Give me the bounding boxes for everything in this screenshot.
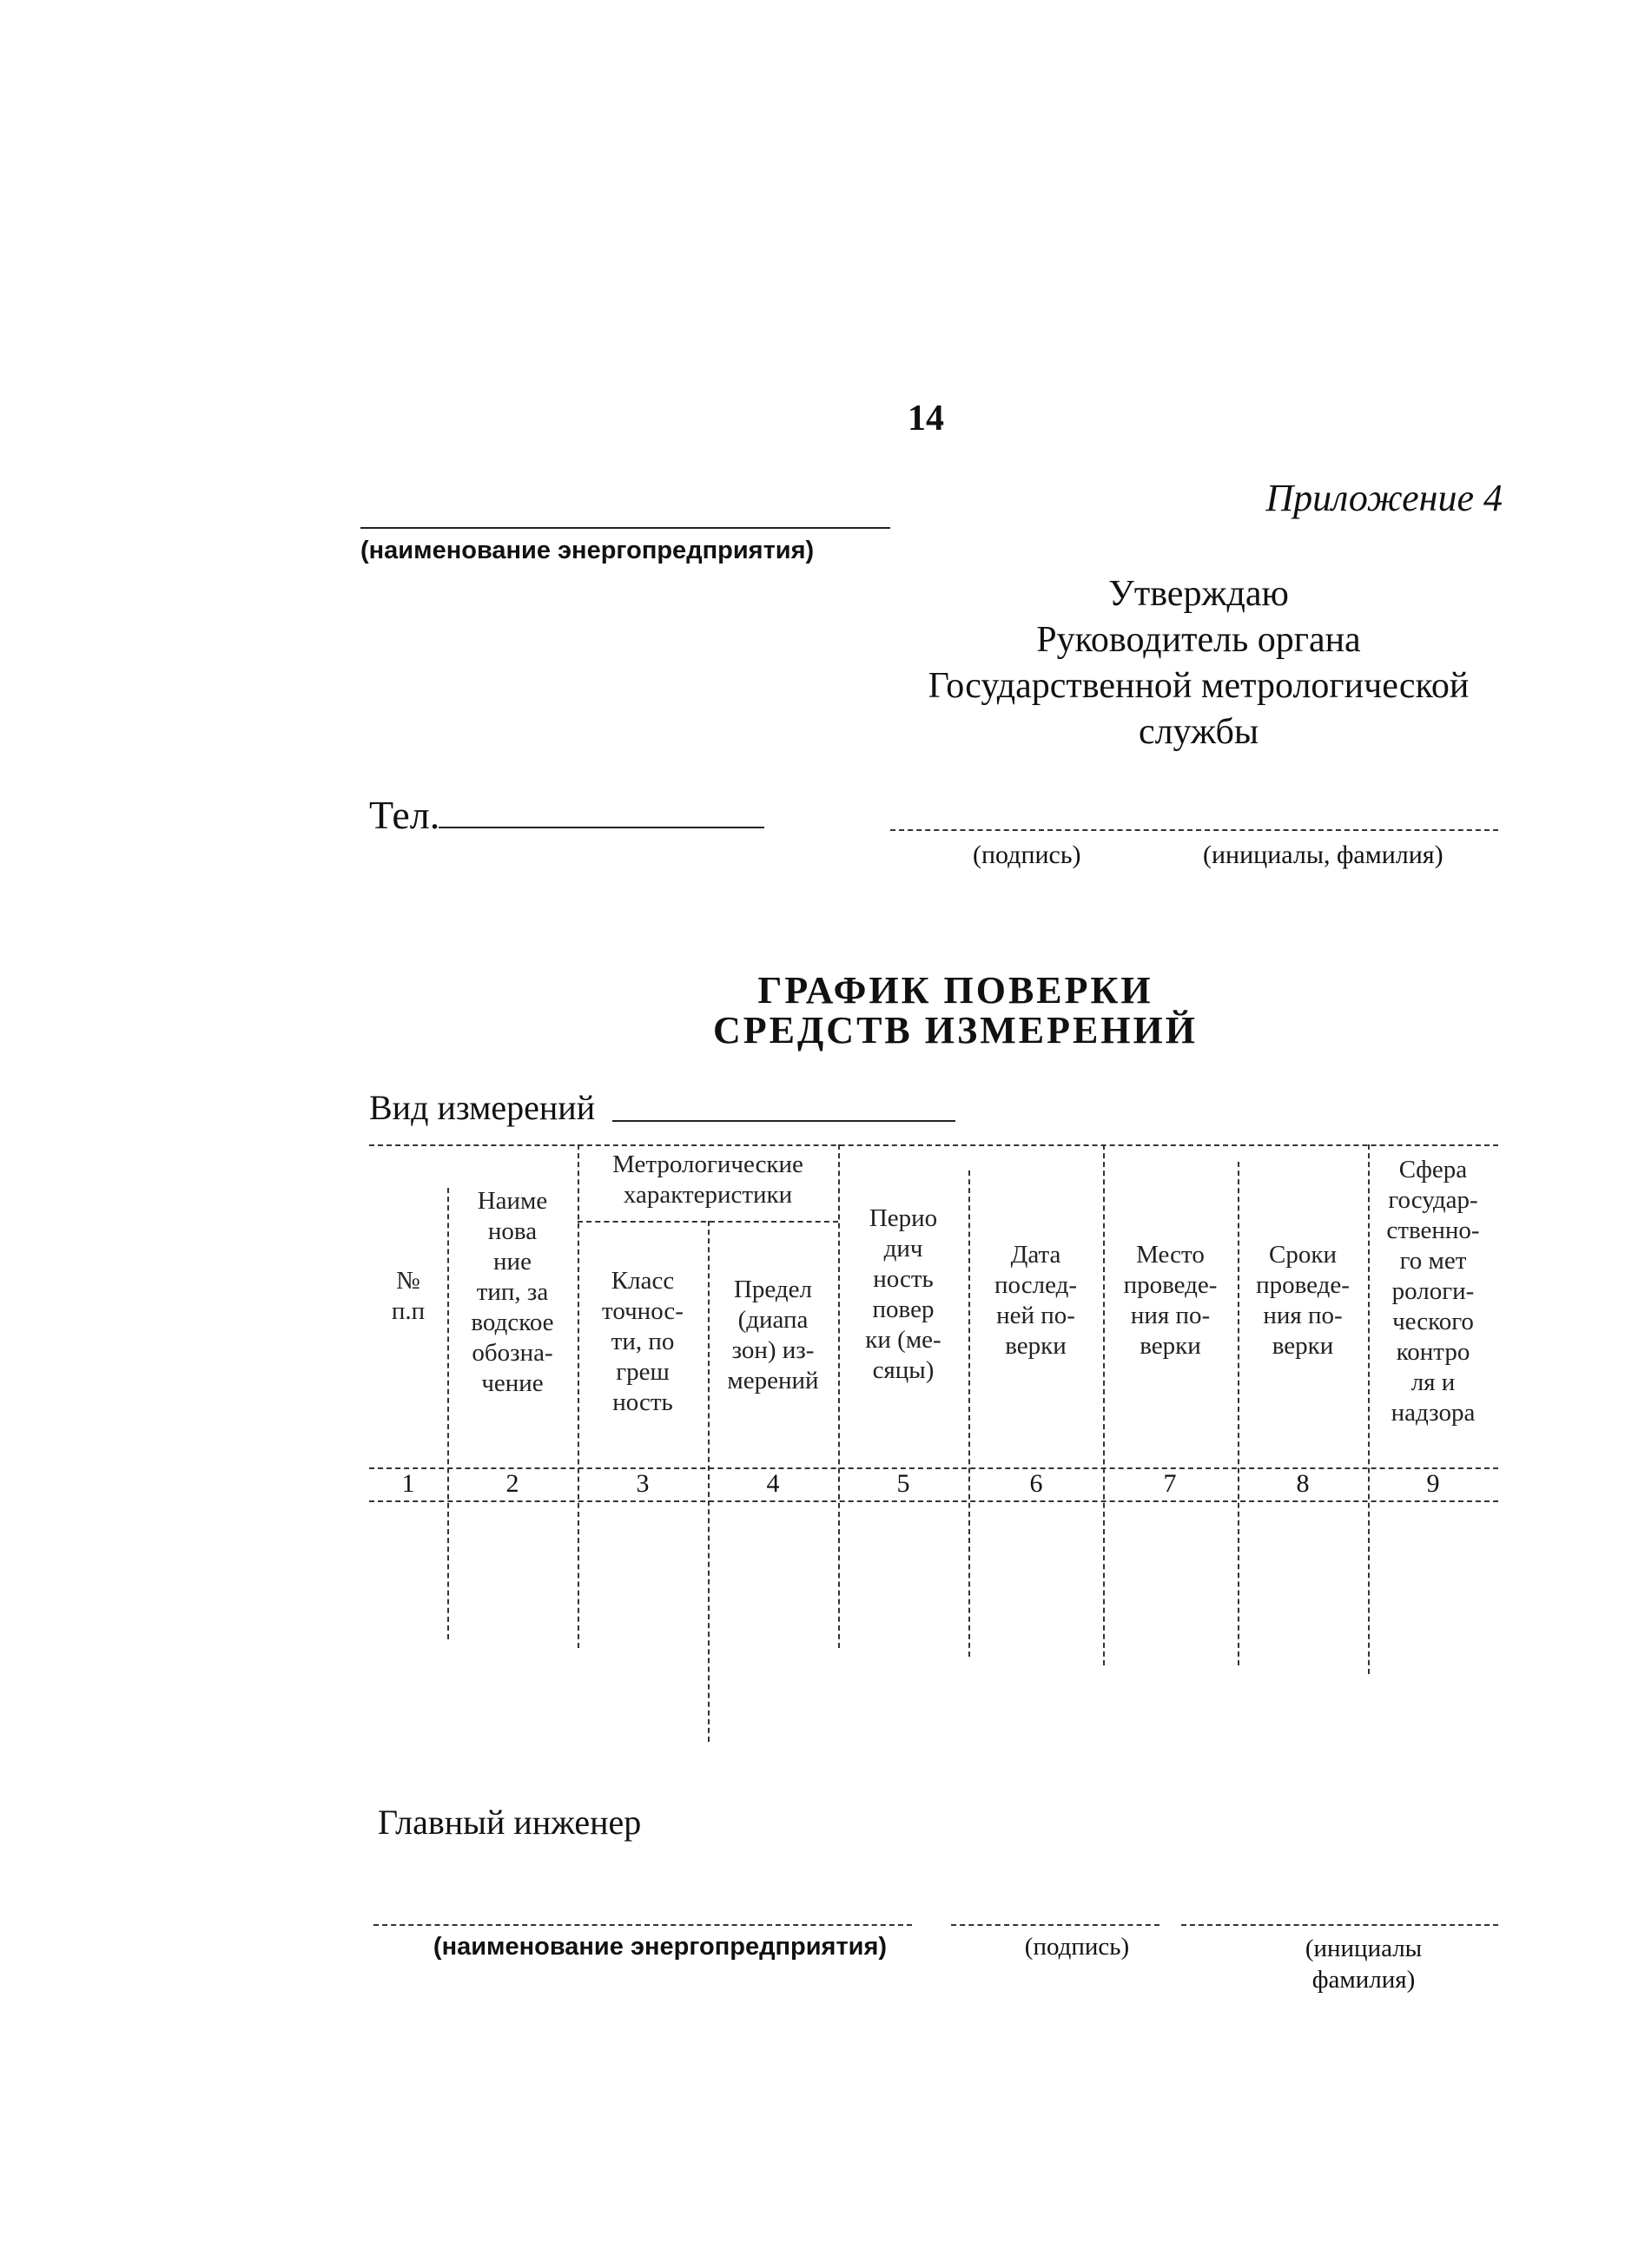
- column-number: 2: [505, 1469, 519, 1498]
- measure-kind-line: [612, 1120, 955, 1122]
- bottom-initials-line: [1181, 1924, 1498, 1926]
- bottom-signature-caption: (подпись): [1024, 1933, 1130, 1961]
- column-header-terms: Сроки проведе- ния по- верки: [1256, 1241, 1350, 1360]
- column-number: 4: [766, 1469, 780, 1498]
- document-title: [608, 971, 1303, 1051]
- header-bottom-border: [369, 1467, 1498, 1469]
- org-name-line: [360, 527, 890, 529]
- org-name-caption: (наименование энергопредприятия): [360, 537, 815, 564]
- column-header-periodicity: Перио дич ность повер ки (ме- сяцы): [865, 1204, 941, 1384]
- bottom-signature-line: [951, 1924, 1159, 1926]
- approval-line-1: Руководитель органа: [1036, 620, 1361, 660]
- column-number: 6: [1029, 1469, 1043, 1498]
- bottom-org-caption: (наименование энергопредприятия): [433, 1933, 888, 1961]
- metrological-characteristics-header: Метрологические характеристики: [612, 1150, 803, 1209]
- approver-signature-caption: (подпись): [973, 841, 1081, 869]
- column-number: 7: [1163, 1469, 1177, 1498]
- bottom-initials-caption: (инициалы фамилия): [1305, 1935, 1423, 1994]
- column-header-name: Наиме нова ние тип, за водское обозна- чение: [471, 1187, 554, 1397]
- approver-initials-caption: (инициалы, фамилия): [1203, 841, 1444, 869]
- tel-label: Тел.: [369, 793, 440, 837]
- column-header-place: Место проведе- ния по- верки: [1123, 1241, 1218, 1360]
- table-top-border: [369, 1144, 1498, 1146]
- column-header-range: Предел (диапа зон) из- мерений: [727, 1276, 819, 1394]
- approve-word: Утверждаю: [1108, 574, 1289, 614]
- approval-line-2: Государственной метрологической: [928, 666, 1470, 706]
- column-number: 8: [1296, 1469, 1310, 1498]
- page-number: 14: [908, 399, 944, 438]
- measure-kind-label: Вид измерений: [369, 1088, 596, 1127]
- column-header-accuracy: Класс точнос- ти, по греш ность: [602, 1267, 684, 1416]
- approval-line-3: службы: [1138, 712, 1259, 752]
- column-number: 5: [896, 1469, 910, 1498]
- column-number: 9: [1426, 1469, 1440, 1498]
- appendix-label: Приложение 4: [1265, 477, 1503, 519]
- column-divider: [1238, 1162, 1239, 1665]
- title-line-1: ГРАФИК ПОВЕРКИ: [757, 969, 1153, 1012]
- bottom-org-line: [373, 1924, 912, 1926]
- tel-line: [439, 827, 764, 828]
- numbers-row-border: [369, 1500, 1498, 1502]
- column-number: 1: [401, 1469, 415, 1498]
- column-header-number: № п.п: [391, 1267, 426, 1325]
- column-header-last-date: Дата послед- ней по- верки: [994, 1241, 1077, 1360]
- title-line-2: СРЕДСТВ ИЗМЕРЕНИЙ: [713, 1009, 1198, 1052]
- column-divider: [1103, 1144, 1105, 1665]
- column-header-sphere: Сфера государ- ственно- го мет рологи- ческого контро ля и надзора: [1386, 1156, 1480, 1427]
- approver-signature-line: [890, 829, 1498, 831]
- chief-engineer-label: Главный инженер: [378, 1803, 642, 1842]
- column-number: 3: [636, 1469, 650, 1498]
- verification-schedule-table: [369, 1144, 1498, 1700]
- approval-block: [869, 571, 1529, 755]
